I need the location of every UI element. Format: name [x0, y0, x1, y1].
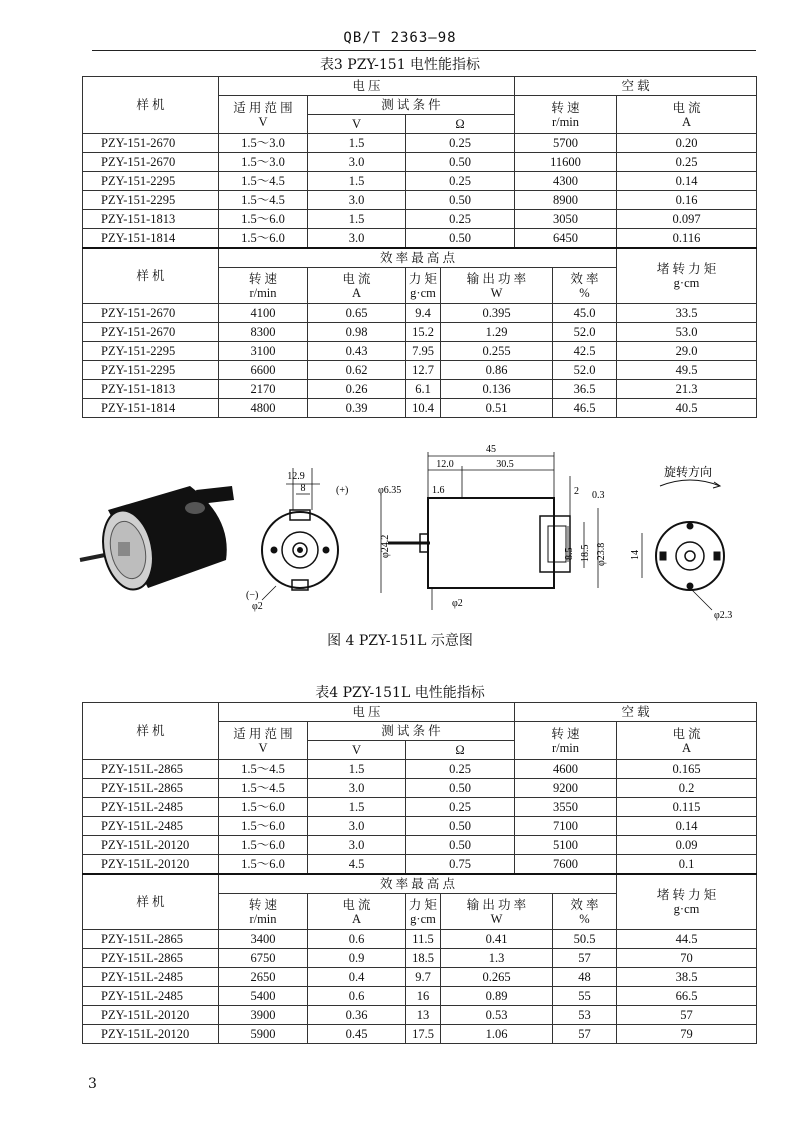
table4-v-unit: V — [308, 741, 406, 760]
noload-row — [83, 760, 757, 779]
dim-8-5: 8.5 — [564, 547, 575, 560]
torque-cell: 6.1 — [406, 380, 441, 399]
noload-current-cell: 0.116 — [617, 229, 757, 249]
table3-model-header: 样 机 — [83, 77, 219, 134]
test-resistance-cell: 0.25 — [406, 760, 515, 779]
eff-row — [83, 342, 757, 361]
stall-torque-cell: 29.0 — [617, 342, 757, 361]
page-number: 3 — [88, 1076, 97, 1092]
model-cell: PZY-151L-20120 — [83, 1025, 219, 1044]
header-rule — [92, 50, 756, 51]
dim-14: 14 — [630, 550, 641, 560]
range-cell: 1.5～4.5 — [219, 760, 308, 779]
torque-cell: 9.7 — [406, 968, 441, 987]
eff-group-header: 效 率 最 高 点 — [219, 248, 617, 268]
table3-voltage-header: 电 压 — [219, 77, 515, 96]
noload-current-cell: 0.14 — [617, 817, 757, 836]
eff-current-cell: 0.43 — [308, 342, 406, 361]
table4-speed-header: 转 速 r/min — [515, 722, 617, 760]
range-cell: 1.5～6.0 — [219, 798, 308, 817]
noload-row — [83, 134, 757, 153]
test-voltage-cell: 4.5 — [308, 855, 406, 875]
table4-model-header: 样 机 — [83, 703, 219, 760]
test-resistance-cell: 0.50 — [406, 779, 515, 798]
table3-noload-header: 空 载 — [515, 77, 757, 96]
efficiency-header: 效 率 % — [553, 268, 617, 304]
noload-row — [83, 779, 757, 798]
model-cell: PZY-151L-2865 — [83, 949, 219, 968]
eff-row — [83, 304, 757, 323]
figure4-caption: 图 4 PZY-151L 示意图 — [327, 633, 473, 649]
noload-row — [83, 172, 757, 191]
dim-8: 8 — [300, 483, 306, 494]
power-cell: 0.395 — [441, 304, 553, 323]
model-cell: PZY-151-1813 — [83, 210, 219, 229]
power-cell: 0.53 — [441, 1006, 553, 1025]
power-header: 输 出 功 率 W — [441, 268, 553, 304]
eff-speed-cell: 5900 — [219, 1025, 308, 1044]
efficiency-cell: 52.0 — [553, 323, 617, 342]
stall-torque-header: 堵 转 力 矩 g·cm — [617, 874, 757, 930]
power-cell: 0.51 — [441, 399, 553, 418]
eff-row — [83, 949, 757, 968]
test-resistance-cell: 0.50 — [406, 191, 515, 210]
model-cell: PZY-151L-2485 — [83, 798, 219, 817]
model-cell: PZY-151-2295 — [83, 342, 219, 361]
torque-cell: 7.95 — [406, 342, 441, 361]
table4-testcond-header: 测 试 条 件 — [308, 722, 515, 741]
eff-speed-cell: 3100 — [219, 342, 308, 361]
noload-speed-cell: 8900 — [515, 191, 617, 210]
efficiency-cell: 48 — [553, 968, 617, 987]
test-voltage-cell: 3.0 — [308, 779, 406, 798]
table4 — [82, 702, 757, 1044]
efficiency-cell: 50.5 — [553, 930, 617, 949]
eff-row — [83, 1006, 757, 1025]
test-resistance-cell: 0.50 — [406, 817, 515, 836]
model-cell: PZY-151-2670 — [83, 323, 219, 342]
noload-current-cell: 0.14 — [617, 172, 757, 191]
noload-speed-cell: 5100 — [515, 836, 617, 855]
test-resistance-cell: 0.75 — [406, 855, 515, 875]
eff-speed-cell: 4800 — [219, 399, 308, 418]
efficiency-cell: 52.0 — [553, 361, 617, 380]
eff-row — [83, 323, 757, 342]
table3-ohm-unit: Ω — [406, 115, 515, 134]
model-cell: PZY-151-2670 — [83, 304, 219, 323]
noload-speed-cell: 4300 — [515, 172, 617, 191]
terminal-minus: (−) — [246, 590, 259, 601]
power-cell: 0.265 — [441, 968, 553, 987]
dim-phi2-a: φ2 — [252, 601, 263, 612]
eff-current-cell: 0.65 — [308, 304, 406, 323]
torque-cell: 10.4 — [406, 399, 441, 418]
model-cell: PZY-151-2295 — [83, 191, 219, 210]
noload-row — [83, 855, 757, 875]
test-voltage-cell: 1.5 — [308, 798, 406, 817]
eff-current-cell: 0.39 — [308, 399, 406, 418]
torque-cell: 9.4 — [406, 304, 441, 323]
motor-photo — [80, 486, 234, 594]
efficiency-cell: 57 — [553, 1025, 617, 1044]
dim-12-9: 12.9 — [287, 471, 305, 482]
range-cell: 1.5～3.0 — [219, 134, 308, 153]
eff-current-cell: 0.26 — [308, 380, 406, 399]
efficiency-cell: 55 — [553, 987, 617, 1006]
test-voltage-cell: 3.0 — [308, 153, 406, 172]
eff-row — [83, 361, 757, 380]
model-cell: PZY-151L-2485 — [83, 968, 219, 987]
model-cell: PZY-151-1814 — [83, 229, 219, 249]
efficiency-cell: 45.0 — [553, 304, 617, 323]
test-resistance-cell: 0.50 — [406, 836, 515, 855]
eff-header-row — [83, 874, 757, 894]
model-cell: PZY-151L-20120 — [83, 836, 219, 855]
eff-row — [83, 380, 757, 399]
noload-row — [83, 817, 757, 836]
eff-current-cell: 0.98 — [308, 323, 406, 342]
noload-current-cell: 0.097 — [617, 210, 757, 229]
table4-caption: 表4 PZY-151L 电性能指标 — [315, 685, 485, 701]
eff-current-header: 电 流 A — [308, 894, 406, 930]
range-cell: 1.5～6.0 — [219, 817, 308, 836]
noload-speed-cell: 11600 — [515, 153, 617, 172]
torque-cell: 12.7 — [406, 361, 441, 380]
noload-current-cell: 0.115 — [617, 798, 757, 817]
power-cell: 0.41 — [441, 930, 553, 949]
dim-phi2-b: φ2 — [452, 598, 463, 609]
noload-speed-cell: 4600 — [515, 760, 617, 779]
noload-row — [83, 798, 757, 817]
noload-current-cell: 0.20 — [617, 134, 757, 153]
test-resistance-cell: 0.25 — [406, 798, 515, 817]
stall-torque-cell: 38.5 — [617, 968, 757, 987]
power-cell: 0.86 — [441, 361, 553, 380]
test-resistance-cell: 0.25 — [406, 210, 515, 229]
range-cell: 1.5～6.0 — [219, 836, 308, 855]
eff-current-cell: 0.45 — [308, 1025, 406, 1044]
noload-current-cell: 0.09 — [617, 836, 757, 855]
side-view-drawing — [381, 452, 598, 610]
torque-cell: 16 — [406, 987, 441, 1006]
stall-torque-cell: 66.5 — [617, 987, 757, 1006]
table3-v-unit: V — [308, 115, 406, 134]
torque-cell: 17.5 — [406, 1025, 441, 1044]
eff-speed-cell: 6600 — [219, 361, 308, 380]
eff-speed-header: 转 速 r/min — [219, 894, 308, 930]
noload-speed-cell: 7600 — [515, 855, 617, 875]
model-cell: PZY-151L-2865 — [83, 930, 219, 949]
eff-group-header: 效 率 最 高 点 — [219, 874, 617, 894]
noload-speed-cell: 5700 — [515, 134, 617, 153]
eff-current-header: 电 流 A — [308, 268, 406, 304]
test-voltage-cell: 3.0 — [308, 817, 406, 836]
test-voltage-cell: 3.0 — [308, 191, 406, 210]
eff-current-cell: 0.4 — [308, 968, 406, 987]
noload-row — [83, 153, 757, 172]
efficiency-cell: 53 — [553, 1006, 617, 1025]
figure4-drawing — [0, 438, 800, 628]
power-cell: 1.29 — [441, 323, 553, 342]
stall-torque-cell: 79 — [617, 1025, 757, 1044]
eff-row — [83, 930, 757, 949]
dim-2: 2 — [574, 486, 579, 497]
torque-cell: 18.5 — [406, 949, 441, 968]
noload-current-cell: 0.25 — [617, 153, 757, 172]
noload-row — [83, 191, 757, 210]
test-voltage-cell: 1.5 — [308, 760, 406, 779]
torque-header: 力 矩 g·cm — [406, 268, 441, 304]
efficiency-cell: 57 — [553, 949, 617, 968]
table4-noload-header: 空 载 — [515, 703, 757, 722]
eff-header-row — [83, 248, 757, 268]
test-resistance-cell: 0.25 — [406, 134, 515, 153]
model-cell: PZY-151L-20120 — [83, 855, 219, 875]
table3-testcond-header: 测 试 条 件 — [308, 96, 515, 115]
efficiency-cell: 42.5 — [553, 342, 617, 361]
stall-torque-cell: 70 — [617, 949, 757, 968]
efficiency-cell: 46.5 — [553, 399, 617, 418]
model-cell: PZY-151L-20120 — [83, 1006, 219, 1025]
model-cell: PZY-151-2670 — [83, 153, 219, 172]
test-voltage-cell: 3.0 — [308, 229, 406, 249]
test-voltage-cell: 1.5 — [308, 134, 406, 153]
eff-speed-cell: 2650 — [219, 968, 308, 987]
efficiency-header: 效 率 % — [553, 894, 617, 930]
dim-45: 45 — [486, 444, 496, 455]
eff-current-cell: 0.9 — [308, 949, 406, 968]
power-header: 输 出 功 率 W — [441, 894, 553, 930]
eff-speed-cell: 2170 — [219, 380, 308, 399]
noload-speed-cell: 9200 — [515, 779, 617, 798]
test-resistance-cell: 0.50 — [406, 229, 515, 249]
torque-header: 力 矩 g·cm — [406, 894, 441, 930]
range-cell: 1.5～4.5 — [219, 172, 308, 191]
model-cell: PZY-151-1813 — [83, 380, 219, 399]
table3-range-header: 适 用 范 围 V — [219, 96, 308, 134]
model-cell: PZY-151-2670 — [83, 134, 219, 153]
dim-12-0: 12.0 — [436, 459, 454, 470]
table4-voltage-header: 电 压 — [219, 703, 515, 722]
rear-view-drawing — [642, 480, 724, 610]
stall-torque-cell: 21.3 — [617, 380, 757, 399]
eff-speed-cell: 3400 — [219, 930, 308, 949]
noload-speed-cell: 7100 — [515, 817, 617, 836]
test-voltage-cell: 1.5 — [308, 172, 406, 191]
range-cell: 1.5～4.5 — [219, 779, 308, 798]
model-cell: PZY-151L-2865 — [83, 760, 219, 779]
eff-speed-cell: 8300 — [219, 323, 308, 342]
eff-speed-cell: 5400 — [219, 987, 308, 1006]
efficiency-cell: 36.5 — [553, 380, 617, 399]
table3-current-header: 电 流 A — [617, 96, 757, 134]
torque-cell: 15.2 — [406, 323, 441, 342]
terminal-plus: (+) — [336, 485, 349, 496]
table4-current-header: 电 流 A — [617, 722, 757, 760]
table3 — [82, 76, 757, 418]
range-cell: 1.5～6.0 — [219, 855, 308, 875]
dim-1-6: 1.6 — [432, 485, 445, 496]
noload-row — [83, 210, 757, 229]
dim-0-3: 0.3 — [592, 490, 605, 501]
eff-row — [83, 987, 757, 1006]
noload-current-cell: 0.1 — [617, 855, 757, 875]
power-cell: 1.3 — [441, 949, 553, 968]
model-cell: PZY-151-2295 — [83, 172, 219, 191]
noload-current-cell: 0.2 — [617, 779, 757, 798]
stall-torque-header: 堵 转 力 矩 g·cm — [617, 248, 757, 304]
eff-speed-cell: 6750 — [219, 949, 308, 968]
table4-range-header: 适 用 范 围 V — [219, 722, 308, 760]
stall-torque-cell: 40.5 — [617, 399, 757, 418]
stall-torque-cell: 53.0 — [617, 323, 757, 342]
figure4 — [0, 438, 800, 628]
test-voltage-cell: 3.0 — [308, 836, 406, 855]
dim-phi23-8: φ23.8 — [596, 542, 607, 566]
stall-torque-cell: 49.5 — [617, 361, 757, 380]
eff-speed-cell: 4100 — [219, 304, 308, 323]
power-cell: 1.06 — [441, 1025, 553, 1044]
noload-current-cell: 0.16 — [617, 191, 757, 210]
model-cell: PZY-151L-2485 — [83, 987, 219, 1006]
range-cell: 1.5～6.0 — [219, 229, 308, 249]
eff-row — [83, 399, 757, 418]
model-cell: PZY-151-1814 — [83, 399, 219, 418]
power-cell: 0.136 — [441, 380, 553, 399]
rotation-direction-label: 旋转方向 — [664, 465, 713, 479]
dim-18-5: 18.5 — [580, 544, 591, 562]
eff-current-cell: 0.36 — [308, 1006, 406, 1025]
noload-speed-cell: 3550 — [515, 798, 617, 817]
noload-row — [83, 229, 757, 249]
torque-cell: 11.5 — [406, 930, 441, 949]
dim-phi2-3: φ2.3 — [714, 610, 733, 621]
test-resistance-cell: 0.50 — [406, 153, 515, 172]
test-voltage-cell: 1.5 — [308, 210, 406, 229]
dim-phi6-35: φ6.35 — [378, 485, 402, 496]
power-cell: 0.255 — [441, 342, 553, 361]
stall-torque-cell: 33.5 — [617, 304, 757, 323]
model-cell: PZY-151L-2865 — [83, 779, 219, 798]
power-cell: 0.89 — [441, 987, 553, 1006]
eff-model-header: 样 机 — [83, 248, 219, 304]
test-resistance-cell: 0.25 — [406, 172, 515, 191]
table3-caption: 表3 PZY-151 电性能指标 — [319, 57, 481, 73]
model-cell: PZY-151-2295 — [83, 361, 219, 380]
eff-model-header: 样 机 — [83, 874, 219, 930]
noload-speed-cell: 6450 — [515, 229, 617, 249]
range-cell: 1.5～3.0 — [219, 153, 308, 172]
table4-ohm-unit: Ω — [406, 741, 515, 760]
eff-speed-header: 转 速 r/min — [219, 268, 308, 304]
dim-phi24-2: φ24.2 — [380, 534, 391, 558]
model-cell: PZY-151L-2485 — [83, 817, 219, 836]
eff-row — [83, 968, 757, 987]
torque-cell: 13 — [406, 1006, 441, 1025]
table3-speed-header: 转 速 r/min — [515, 96, 617, 134]
eff-row — [83, 1025, 757, 1044]
dim-30-5: 30.5 — [496, 459, 514, 470]
range-cell: 1.5～6.0 — [219, 210, 308, 229]
range-cell: 1.5～4.5 — [219, 191, 308, 210]
stall-torque-cell: 44.5 — [617, 930, 757, 949]
eff-current-cell: 0.62 — [308, 361, 406, 380]
eff-speed-cell: 3900 — [219, 1006, 308, 1025]
noload-current-cell: 0.165 — [617, 760, 757, 779]
noload-row — [83, 836, 757, 855]
eff-current-cell: 0.6 — [308, 987, 406, 1006]
eff-current-cell: 0.6 — [308, 930, 406, 949]
noload-speed-cell: 3050 — [515, 210, 617, 229]
standard-header: QB/T 2363—98 — [343, 30, 457, 46]
stall-torque-cell: 57 — [617, 1006, 757, 1025]
